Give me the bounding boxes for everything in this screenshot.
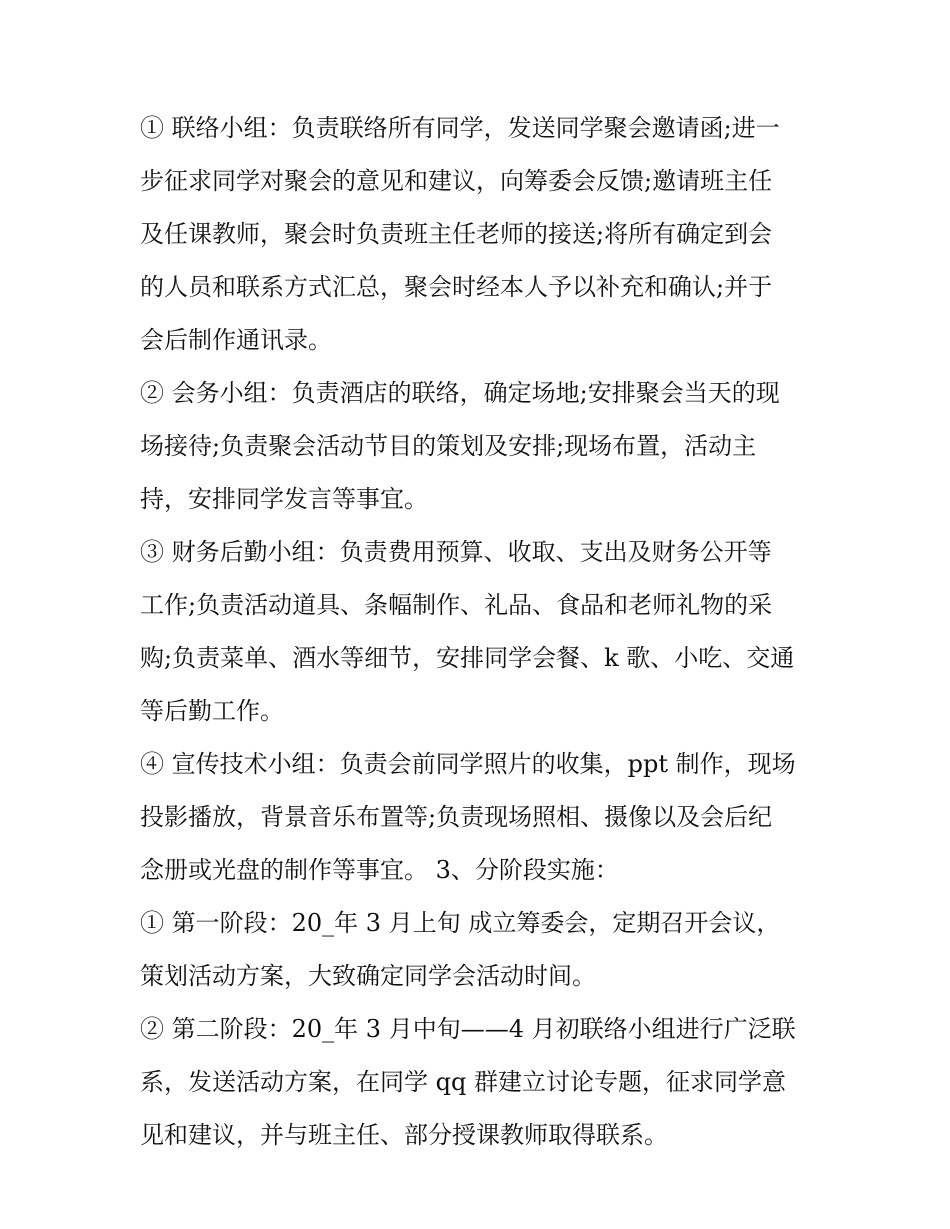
text-line: ① 第一阶段：20_年 3 月上旬 成立筹委会，定期召开会议， <box>140 909 781 937</box>
text-line: 步征求同学对聚会的意见和建议，向筹委会反馈;邀请班主任 <box>140 167 773 195</box>
text-line: 场接待;负责聚会活动节目的策划及安排;现场布置，活动主 <box>140 432 757 460</box>
text-line: 策划活动方案，大致确定同学会活动时间。 <box>140 962 596 990</box>
text-line: 系，发送活动方案，在同学 qq 群建立讨论专题，征求同学意 <box>140 1068 786 1096</box>
text-line: ② 会务小组：负责酒店的联络，确定场地;安排聚会当天的现 <box>140 379 780 407</box>
document-body <box>140 102 820 1162</box>
text-line: ① 联络小组：负责联络所有同学，发送同学聚会邀请函;进一 <box>140 114 780 142</box>
text-line: ③ 财务后勤小组：负责费用预算、收取、支出及财务公开等 <box>140 538 772 566</box>
text-line: 的人员和联系方式汇总，聚会时经本人予以补充和确认;并于 <box>140 273 773 301</box>
text-line: 及任课教师，聚会时负责班主任老师的接送;将所有确定到会 <box>140 220 773 248</box>
text-line: 投影播放，背景音乐布置等;负责现场照相、摄像以及会后纪 <box>140 803 773 831</box>
text-line: 见和建议，并与班主任、部分授课教师取得联系。 <box>140 1121 668 1149</box>
text-line: 购;负责菜单、酒水等细节，安排同学会餐、k 歌、小吃、交通 <box>140 644 795 672</box>
text-line: ④ 宣传技术小组：负责会前同学照片的收集，ppt 制作，现场 <box>140 750 796 778</box>
text-line: ② 第二阶段：20_年 3 月中旬——4 月初联络小组进行广泛联 <box>140 1015 796 1043</box>
text-line: 等后勤工作。 <box>140 697 284 725</box>
text-line: 会后制作通讯录。 <box>140 326 332 354</box>
text-line: 念册或光盘的制作等事宜。 3、分阶段实施： <box>140 856 619 884</box>
text-line: 持，安排同学发言等事宜。 <box>140 485 428 513</box>
text-line: 工作;负责活动道具、条幅制作、礼品、食品和老师礼物的采 <box>140 591 773 619</box>
